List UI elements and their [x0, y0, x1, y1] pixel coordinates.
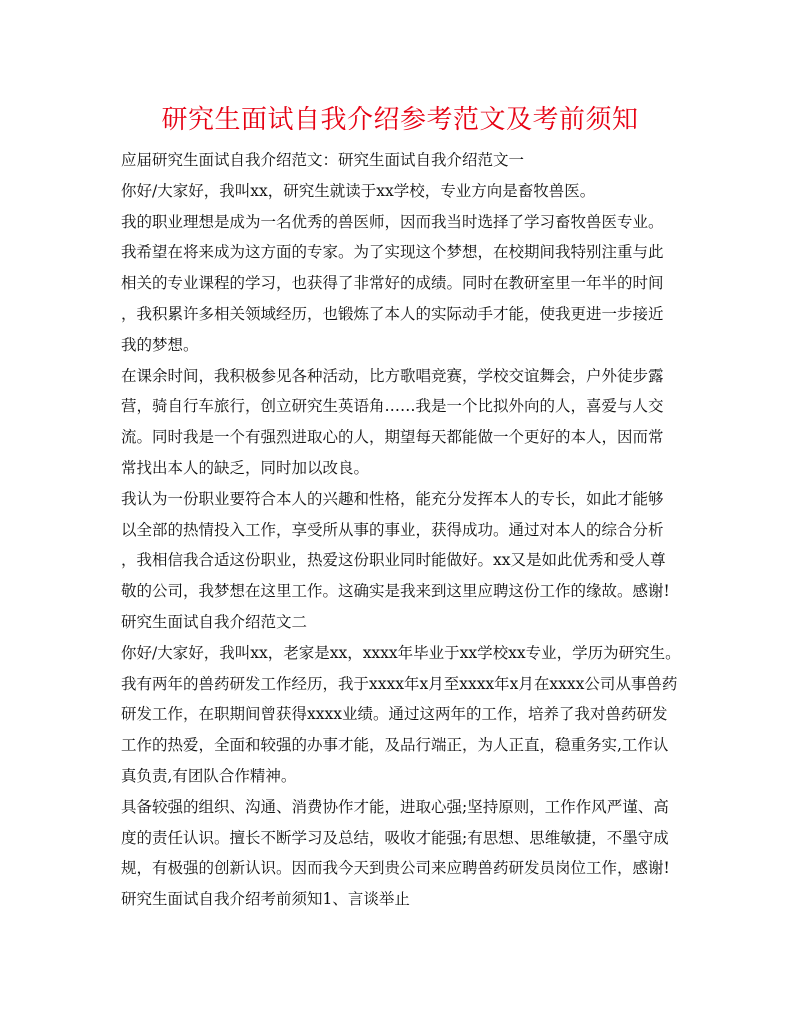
document-body — [121, 145, 691, 915]
text-line: 在课余时间，我积极参见各种活动，比方歌唱竞赛，学校交谊舞会，户外徒步露 — [121, 366, 664, 385]
text-line: 我的职业理想是成为一名优秀的兽医师，因而我当时选择了学习畜牧兽医专业。 — [121, 212, 664, 231]
text-line: 研发工作，在职期间曾获得xxxx业绩。通过这两年的工作，培养了我对兽药研发 — [121, 705, 668, 724]
text-line: 敬的公司，我梦想在这里工作。这确实是我来到这里应聘这份工作的缘故。感谢! — [121, 582, 670, 601]
text-line: 我希望在将来成为这方面的专家。为了实现这个梦想，在校期间我特别注重与此 — [121, 243, 664, 262]
text-line: 应届研究生面试自我介绍范文：研究生面试自我介绍范文一 — [121, 151, 525, 169]
text-line: 营，骑自行车旅行，创立研究生英语角……我是一个比拟外向的人，喜爱与人交 — [121, 397, 664, 416]
document-title: 研究生面试自我介绍参考范文及考前须知 — [161, 105, 639, 135]
text-line: 以全部的热情投入工作，享受所从事的事业，获得成功。通过对本人的综合分析 — [121, 520, 664, 539]
text-line: 工作的热爱，全面和较强的办事才能，及品行端正，为人正直，稳重务实,工作认 — [121, 736, 669, 755]
text-line: 真负责,有团队合作精神。 — [121, 766, 297, 785]
text-line: 研究生面试自我介绍考前须知1、言谈举止 — [121, 890, 410, 909]
text-line: 规，有极强的创新认识。因而我今天到贵公司来应聘兽药研发员岗位工作，感谢! — [121, 859, 670, 878]
text-line: 常找出本人的缺乏，同时加以改良。 — [121, 458, 370, 477]
text-line: 你好/大家好，我叫xx，老家是xx，xxxx年毕业于xx学校xx专业，学历为研究生。 — [121, 643, 681, 662]
text-line: 具备较强的组织、沟通、消费协作才能，进取心强;坚持原则，工作作风严谨、高 — [121, 797, 669, 816]
text-line: 流。同时我是一个有强烈进取心的人，期望每天都能做一个更好的本人，因而常 — [121, 428, 664, 447]
text-line: 研究生面试自我介绍范文二 — [121, 612, 308, 631]
text-line: 我认为一份职业要符合本人的兴趣和性格，能充分发挥本人的专长，如此才能够 — [121, 489, 664, 508]
text-line: 我有两年的兽药研发工作经历，我于xxxx年x月至xxxx年x月在xxxx公司从事兽药 — [121, 674, 678, 693]
text-line: ，我积累许多相关领域经历，也锻炼了本人的实际动手才能，使我更进一步接近 — [121, 304, 664, 323]
text-line: 相关的专业课程的学习，也获得了非常好的成绩。同时在教研室里一年半的时间 — [121, 274, 664, 293]
text-line: ，我相信我合适这份职业，热爱这份职业同时能做好。xx又是如此优秀和受人尊 — [121, 551, 666, 570]
text-line: 度的责任认识。擅长不断学习及总结，吸收才能强;有思想、思维敏捷，不墨守成 — [121, 828, 669, 847]
text-line: 你好/大家好，我叫xx，研究生就读于xx学校，专业方向是畜牧兽医。 — [121, 181, 596, 200]
text-line: 我的梦想。 — [121, 335, 199, 354]
